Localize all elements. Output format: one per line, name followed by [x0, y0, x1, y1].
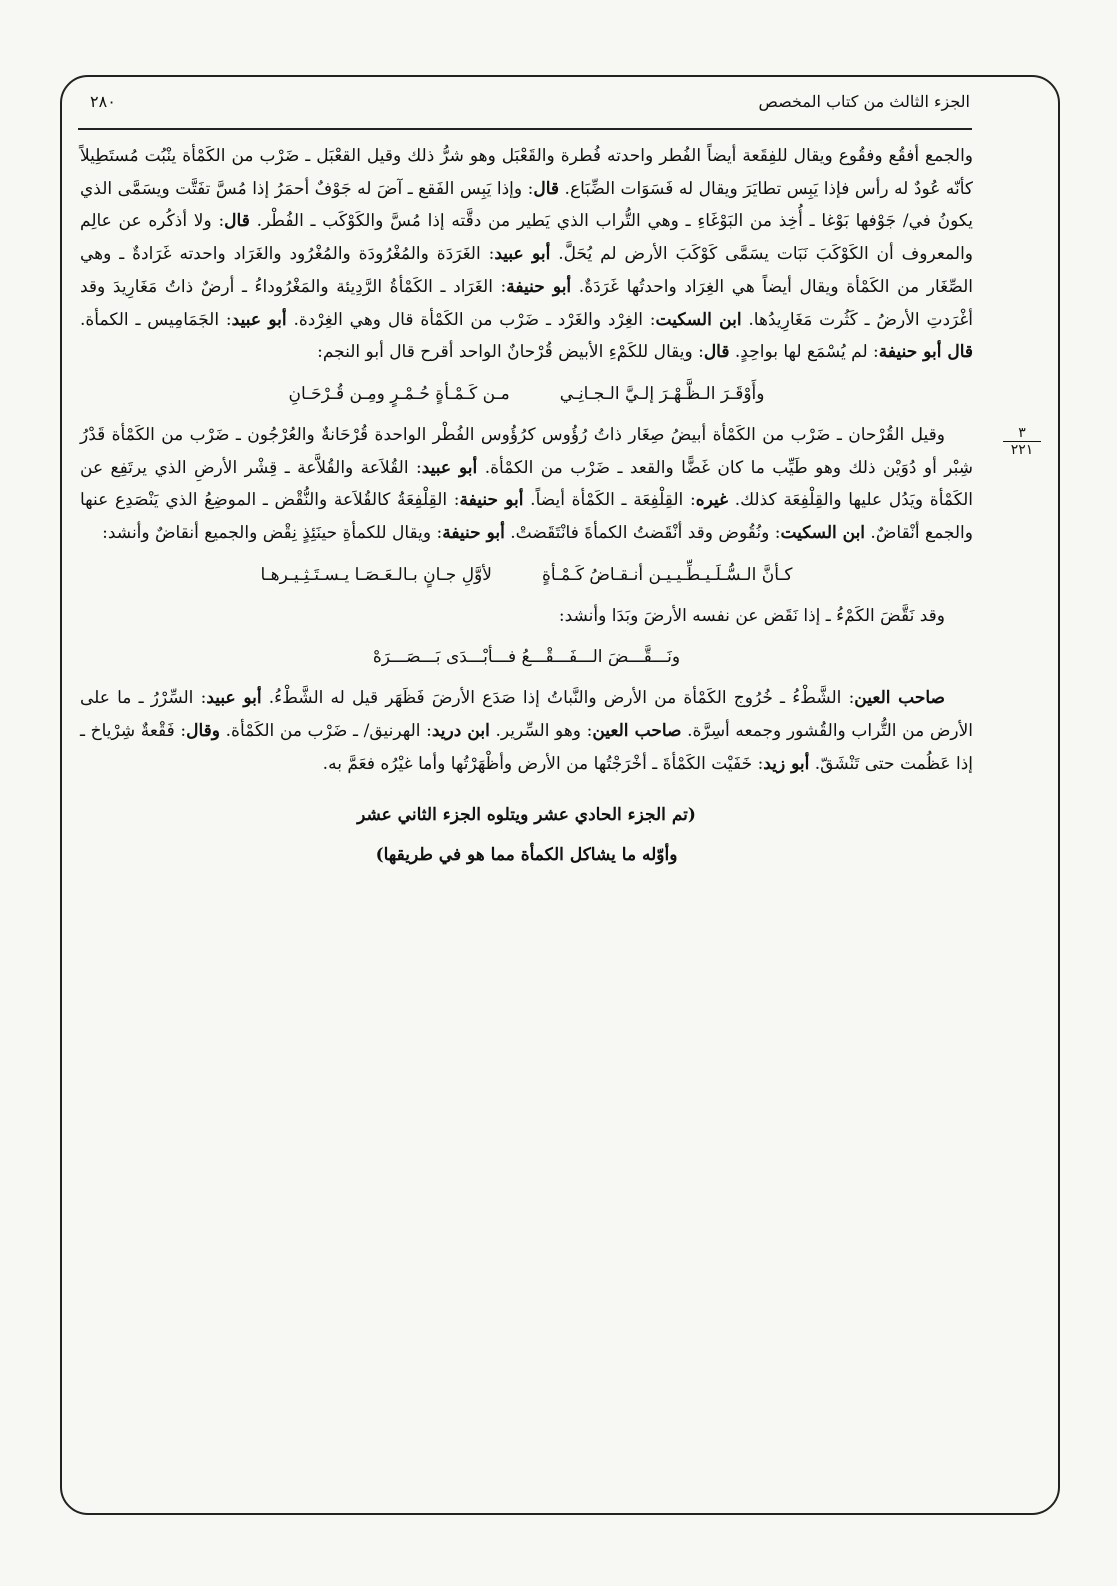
speaker: ابن السكيت	[655, 309, 742, 330]
speaker: صاحب العين	[854, 688, 945, 709]
header-rule	[78, 128, 972, 130]
speaker: ابن دريد	[431, 721, 490, 742]
margin-ref-volume: ٣	[1018, 425, 1026, 441]
paragraph: والجمع أفقُع وفقُوع ويقال للفِقَعة أيضاً الفُطر واحدته فُطرة والقَعْبَل وهو شرُّ ذلك وقيل القعْبَل ـ ضَرْب من الكَمْأة ينْبُت مُستَطِيلاً كأنّه عُودٌ له رأس فإذا يَبِس تطايَرَ ويقال له فَسَوَات الضِّبَاع. قال: وإذا يَبِس الفَقع ـ آضَ له جَوْفٌ أحمَرُ إذا مُسَّ تفَتَّت ويسَمَّى الذي يكونُ في/ جَوْفها بَوْغا ـ أُخِذ من البَوْغَاءِ ـ وهي التُّراب الذي يَطير من دقَّته إذا مُسَّ والكَوْكَب ـ الفُطْر. قال: ولا أذكُره عن عالِم والمعروف أن الكَوْكَبَ نَبَات يسَمَّى كَوْكَبَ الأرض لم يُحَلَّ. أبو عبيد: الغَرَدَة والمُغْرُودَة والمُغْرُود والغَرَاد واحدته غَرَادةٌ ـ وهي الصِّغَار من الكَمْأة ويقال أيضاً هي الغِرَاد واحدتُها غَرَدَةٌ. أبو حنيفة: الغَرَاد ـ الكَمْأةُ الرَّدِيئة والمَغْرُوداءُ ـ أرضٌ ذاتُ مَغَارِيدَ وقد أغْرَدتِ الأرضُ ـ كَثُرت مَغَارِيدُها. ابن السكيت: الغِرْد والغَرْد ـ ضَرْب من الكَمْأة قال وهي الغِرْدة. أبو عبيد: الجَمَامِيس ـ الكمأة. قال أبو حنيفة: لم يُسْمَع لها بواحِدٍ. قال: ويقال للكَمْءِ الأبيض قُرْحانٌ الواحد أقرح قال أبو النجم:	[80, 146, 974, 363]
speaker: قال	[703, 342, 730, 363]
hemistich: وأَوْقَـرَ الـظَّـهْـرَ إلـيَّ الـجـانِـي	[559, 383, 765, 404]
speaker: أبو حنيفة	[506, 276, 572, 297]
colophon-line: وأوّله ما يشاكل الكمأة مما هو في طريقها)	[375, 844, 678, 865]
colophon	[80, 795, 973, 875]
margin-reference	[1003, 425, 1041, 458]
speaker: أبو عبيد	[206, 688, 262, 709]
speaker: أبو حنيفة	[459, 490, 524, 511]
speaker: أبو حنيفة	[442, 523, 505, 544]
page-number: ٢٨٠	[90, 92, 116, 111]
hemistich: مـن كَـمْـأةٍ حُـمْـرٍ ومِـن قُـرْحَـانِ	[288, 383, 510, 404]
paragraph: وقيل القُرْحان ـ ضَرْب من الكَمْأة أبيضُ صِغَار ذاتُ رُؤُوس كرُؤُوس الفُطْر الواحدة قُرْحَانةٌ والعُرْجُون ـ ضَرْب من الكَمْأة قَدْرُ شِبْر أو دُوَيْن ذلك وهو طَيِّب ما كان غَضًّا والقعد ـ ضَرْب من الكمْأة. أبو عبيد: القُلاَعة والقُلاَّعة ـ قِشْر الأرضِ الذي يرتَفِع عن الكَمْأة ويَدُل عليها والقِلْفِعَة كذلك. غيره: القِلْفِعَة ـ الكَمْأة أيضاً. أبو حنيفة: القِلْفِعَةُ كالقُلاَعة والنُّقْض ـ الموضِعُ الذي يَنْصَدِع عنها والجمع أنْقاضٌ. ابن السكيت: ونُقُوض وقد أنْقَضتُ الكمأةَ فانْتَقَضتْ. أبو حنيفة: ويقال للكمأةِ حينَئِذٍ نِقْض والجميع أنقاضٌ وأنشد:	[80, 424, 974, 544]
speaker: غيره	[695, 490, 728, 511]
speaker: ابن السكيت	[780, 523, 866, 544]
running-title: الجزء الثالث من كتاب المخصص	[758, 92, 970, 111]
speaker: أبو زيد	[763, 753, 810, 774]
speaker: وقال	[186, 721, 221, 742]
speaker: قال	[224, 211, 250, 232]
hemistich: ونَـــقَّـــضَ الـــفَـــقْـــعُ فـــأبْـــدَى بَـــصَـــرَهْ	[372, 647, 681, 668]
verse	[80, 369, 973, 419]
speaker: أبو عبيد	[231, 309, 287, 330]
margin-ref-page: ٢٢١	[1003, 441, 1041, 458]
paragraph: صاحب العين: الشَّطْءُ ـ خُرُوج الكَمْأة من الأرض والنَّباتُ إذا صَدَع الأرضَ فَظَهَر قيل له الشَّطْءُ. أبو عبيد: السِّرْرُ ـ ما على الأرض من التُّراب والقُشور وجمعه أسِرَّة. صاحب العين: وهو السِّرير. ابن دريد: الهرنيق/ ـ ضَرْب من الكَمْأة. وقال: فَقْعةٌ شِرْياخ ـ إذا عَظُمت حتى تَنْشَقّ. أبو زيد: خَفَيْت الكَمْأةَ ـ أخْرَجْتُها من الأرض وأظْهَرْتُها وأما غيْرُه فعَمَّ به.	[80, 688, 974, 774]
hemistich: لأوَّلِ جـانٍ بـالـعَـصَـا يـسـتَـثِـيـرهـا	[260, 564, 492, 585]
verse	[80, 632, 973, 682]
colophon-line: (تم الجزء الحادي عشر ويتلوه الجزء الثاني عشر	[357, 804, 696, 825]
main-text	[80, 140, 973, 875]
speaker: قال أبو حنيفة	[878, 342, 973, 363]
speaker: أبو عبيد	[494, 244, 551, 265]
speaker: أبو عبيد	[421, 457, 478, 478]
verse	[80, 550, 973, 600]
paragraph: وقد نَقَّضَ الكَمْءُ ـ إذا نَقَض عن نفسه الأرضَ وبَدَا وأنشد:	[558, 605, 945, 626]
speaker: قال	[533, 178, 560, 199]
speaker: صاحب العين	[592, 721, 682, 742]
running-header	[90, 82, 970, 118]
hemistich: كـأنَّ الـسُّـلَـيـطِّـيـيـن أنـقـاضُ كَـمْـأةٍ	[541, 564, 793, 585]
